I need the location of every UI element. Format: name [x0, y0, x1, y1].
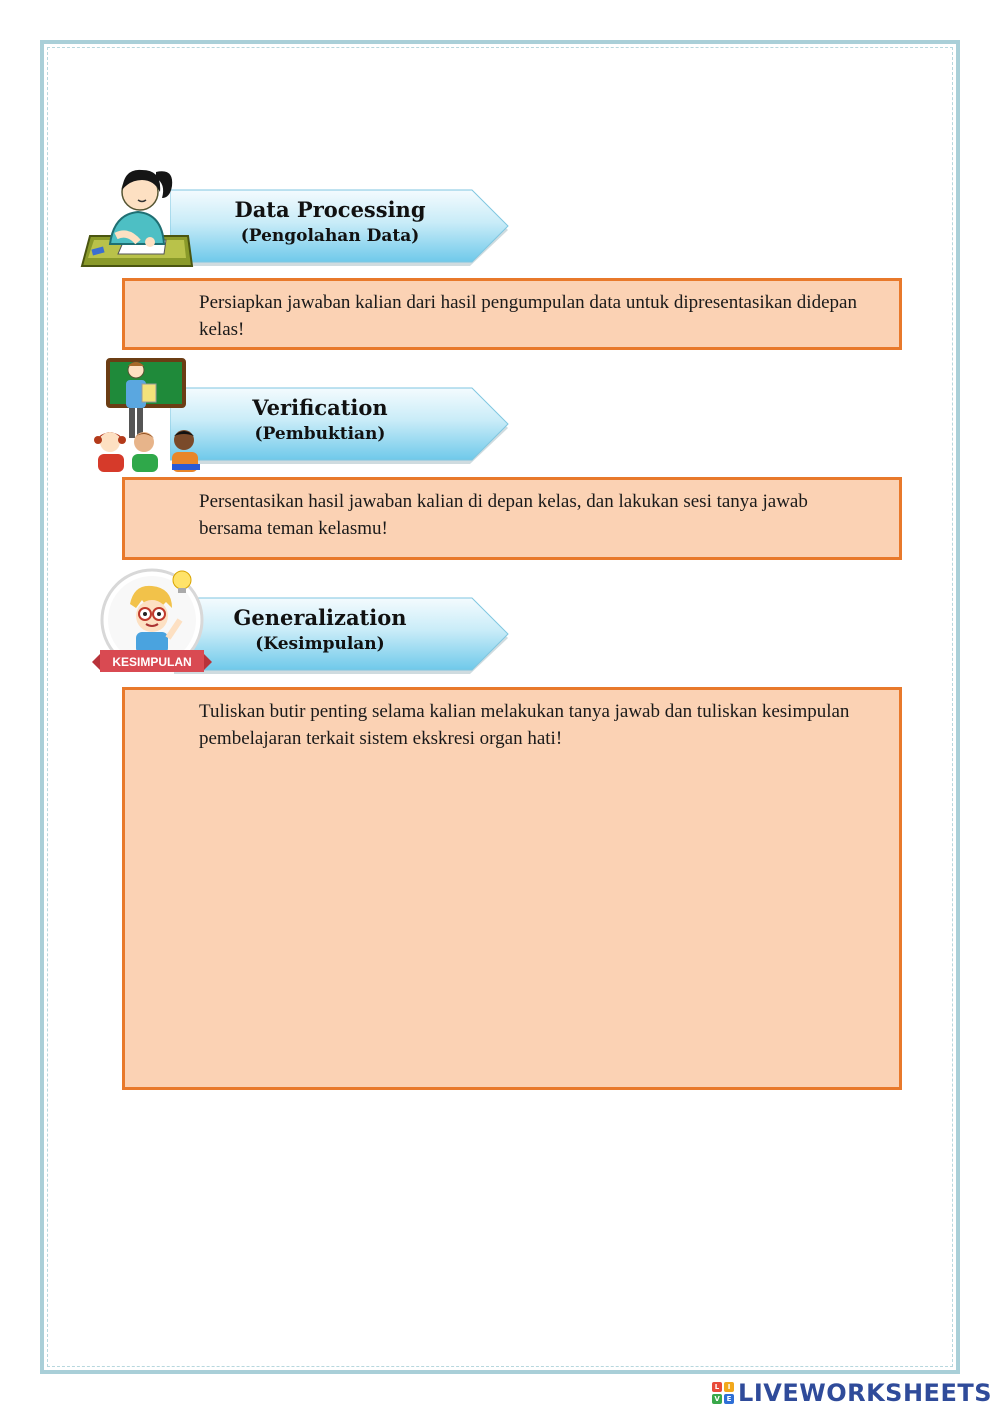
logo-letter: V: [712, 1394, 722, 1404]
instruction-text: Persentasikan hasil jawaban kalian di depan kelas, dan lakukan sesi tanya jawab bersama teman kelasmu!: [199, 491, 808, 539]
liveworksheets-logo: [712, 1379, 992, 1407]
teacher-presenting-icon: [92, 354, 212, 479]
logo-letter: I: [724, 1382, 734, 1392]
badge-label: KESIMPULAN: [112, 655, 192, 669]
section-banner: [170, 596, 510, 670]
section-subtitle: (Pengolahan Data): [240, 226, 420, 246]
instruction-text: Persiapkan jawaban kalian dari hasil pengumpulan data untuk dipresentasikan didepan kelas!: [199, 292, 857, 340]
section-title: Generalization: [233, 605, 407, 630]
section-subtitle: (Pembuktian): [254, 424, 386, 444]
section-title: Data Processing: [234, 197, 426, 222]
section-subtitle: (Kesimpulan): [255, 634, 385, 654]
logo-squares-icon: [712, 1382, 734, 1404]
instruction-box: [122, 477, 902, 560]
instruction-text: Tuliskan butir penting selama kalian melakukan tanya jawab dan tuliskan kesimpulan pembelajaran terkait sistem ekskresi organ hati!: [199, 701, 850, 749]
instruction-box: [122, 687, 902, 1090]
logo-letter: E: [724, 1394, 734, 1404]
student-writing-icon: [80, 158, 195, 273]
logo-letter: L: [712, 1382, 722, 1392]
section-banner: [170, 188, 510, 262]
instruction-box: [122, 278, 902, 350]
kesimpulan-badge-icon: [90, 568, 220, 684]
section-banner: [170, 386, 510, 460]
logo-text: LIVEWORKSHEETS: [738, 1379, 992, 1407]
section-title: Verification: [252, 395, 388, 420]
